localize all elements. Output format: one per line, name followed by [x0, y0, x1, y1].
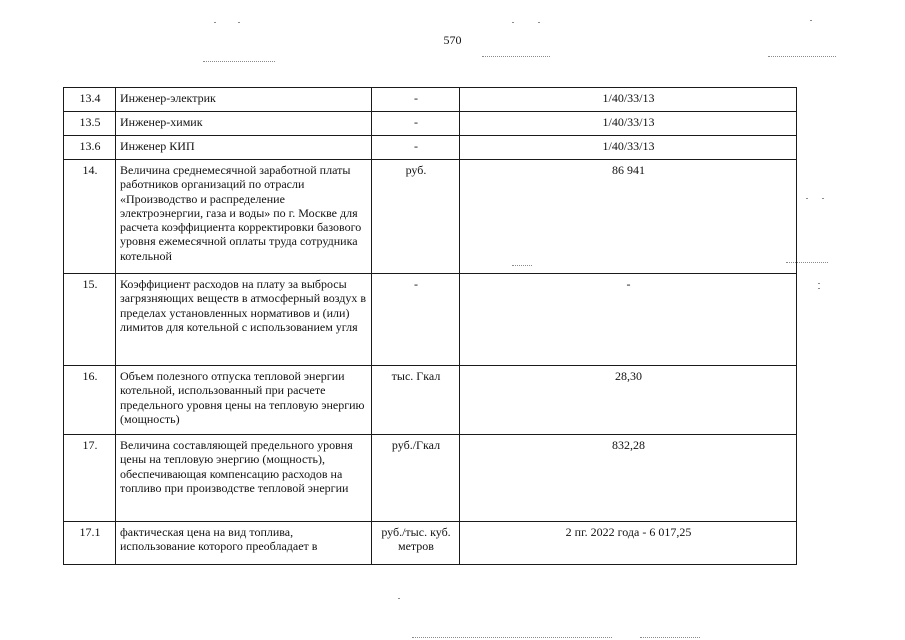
row-number: 15.	[64, 274, 116, 366]
scan-artifact	[538, 22, 540, 23]
scan-artifact	[822, 198, 824, 199]
row-name: Величина среднемесячной заработной платы работников организаций по отрасли «Производство и распределение электроэнергии, газа и воды» по г. Москве для расчета коэффициента корректировки базового уровня ежемесячной оплаты труда сотрудника котельной	[116, 160, 372, 274]
row-unit: -	[372, 112, 460, 136]
scan-artifact	[512, 22, 514, 23]
row-value: 832,28	[460, 435, 797, 522]
row-number: 13.4	[64, 88, 116, 112]
row-unit: руб./Гкал	[372, 435, 460, 522]
row-unit: руб./тыс. куб. метров	[372, 522, 460, 565]
row-number: 13.6	[64, 136, 116, 160]
row-name: Величина составляющей предельного уровня цены на тепловую энергию (мощность), обеспечивающая компенсацию расходов на топливо при производстве тепловой энергии	[116, 435, 372, 522]
table-row	[64, 88, 797, 112]
row-name: Инженер-химик	[116, 112, 372, 136]
scan-artifact	[768, 56, 836, 57]
scan-artifact	[806, 198, 808, 199]
scan-artifact	[818, 283, 820, 284]
scan-artifact	[398, 598, 400, 599]
scan-artifact	[412, 637, 612, 638]
row-unit: -	[372, 274, 460, 366]
table-row	[64, 366, 797, 435]
scan-artifact	[214, 22, 216, 23]
table-row	[64, 112, 797, 136]
page-number: 570	[443, 33, 462, 47]
row-unit: -	[372, 136, 460, 160]
data-table	[63, 87, 797, 565]
row-value: 1/40/33/13	[460, 112, 797, 136]
table-row	[64, 136, 797, 160]
row-name: Инженер-электрик	[116, 88, 372, 112]
row-value: 1/40/33/13	[460, 88, 797, 112]
table-row	[64, 522, 797, 565]
row-value: 86 941	[460, 160, 797, 274]
row-value: -	[460, 274, 797, 366]
row-unit: -	[372, 88, 460, 112]
table-row	[64, 160, 797, 274]
row-number: 13.5	[64, 112, 116, 136]
row-value: 2 пг. 2022 года - 6 017,25	[460, 522, 797, 565]
row-name: Коэффициент расходов на плату за выбросы загрязняющих веществ в атмосферный воздух в пределах установленных нормативов и (или) лимитов для котельной с использованием угля	[116, 274, 372, 366]
row-number: 14.	[64, 160, 116, 274]
row-number: 17.1	[64, 522, 116, 565]
row-name: Инженер КИП	[116, 136, 372, 160]
table-row	[64, 435, 797, 522]
row-name: фактическая цена на вид топлива, использование которого преобладает в	[116, 522, 372, 565]
row-value: 1/40/33/13	[460, 136, 797, 160]
row-value: 28,30	[460, 366, 797, 435]
row-name: Объем полезного отпуска тепловой энергии котельной, использованный при расчете предельного уровня цены на тепловую энергию (мощность)	[116, 366, 372, 435]
scan-artifact	[203, 61, 275, 62]
row-unit: тыс. Гкал	[372, 366, 460, 435]
table-row	[64, 274, 797, 366]
scan-artifact	[818, 288, 820, 289]
row-number: 16.	[64, 366, 116, 435]
scan-artifact	[810, 20, 812, 21]
row-unit: руб.	[372, 160, 460, 274]
scan-artifact	[238, 22, 240, 23]
scan-artifact	[640, 637, 700, 638]
scan-artifact	[482, 56, 550, 57]
row-number: 17.	[64, 435, 116, 522]
